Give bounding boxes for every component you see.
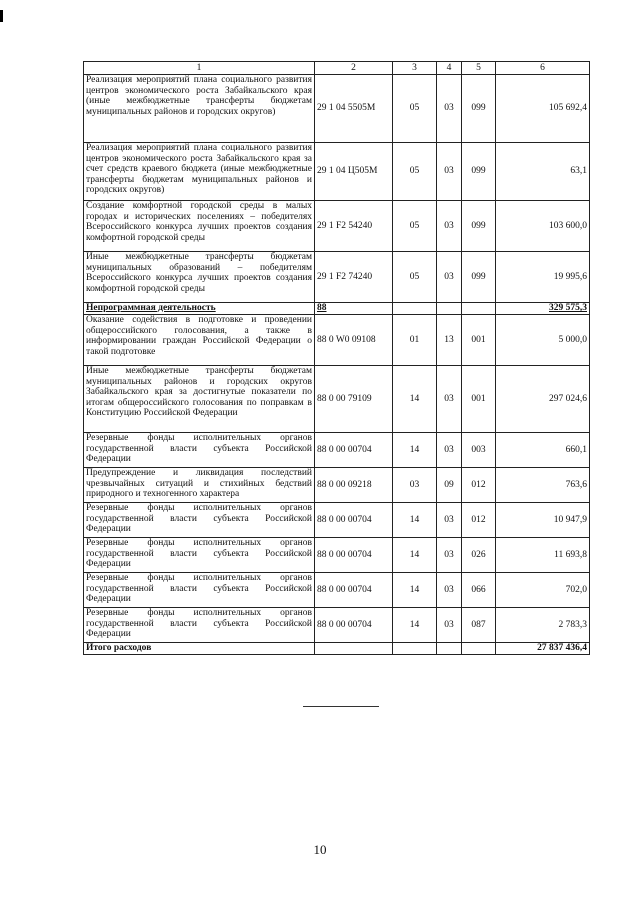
table-row (84, 252, 590, 303)
column-header: 2 (315, 62, 393, 75)
row-section: 14 (393, 433, 437, 468)
row-description: Резервные фонды исполнительных органов государственной власти субъекта Российской Федерации (84, 608, 315, 643)
row-vr: 087 (462, 608, 496, 643)
column-header: 1 (84, 62, 315, 75)
row-subsection: 03 (437, 503, 462, 538)
row-section: 05 (393, 143, 437, 201)
row-section: 14 (393, 366, 437, 433)
row-subsection: 03 (437, 433, 462, 468)
row-amount: 10 947,9 (496, 503, 590, 538)
row-description: Реализация мероприятий плана социального развития центров экономического роста Забайкальского края (иные межбюджетные трансферты бюджетам муниципальных районов и городских округов) (84, 75, 315, 143)
row-amount: 105 692,4 (496, 75, 590, 143)
row-vr: 012 (462, 503, 496, 538)
total-label: Итого расходов (84, 643, 315, 655)
row-code: 88 0 00 00704 (315, 503, 393, 538)
row-vr: 066 (462, 573, 496, 608)
row-amount: 5 000,0 (496, 315, 590, 366)
row-subsection: 03 (437, 143, 462, 201)
table-row (84, 538, 590, 573)
column-header: 4 (437, 62, 462, 75)
row-vr: 026 (462, 538, 496, 573)
table-body (84, 75, 590, 655)
table-row (84, 143, 590, 201)
row-amount: 63,1 (496, 143, 590, 201)
row-description: Непрограммная деятельность (84, 303, 315, 315)
row-section: 01 (393, 315, 437, 366)
row-vr: 012 (462, 468, 496, 503)
table-row (84, 503, 590, 538)
column-header: 3 (393, 62, 437, 75)
row-subsection: 03 (437, 201, 462, 252)
row-section: 05 (393, 252, 437, 303)
row-section: 03 (393, 468, 437, 503)
row-description: Резервные фонды исполнительных органов государственной власти субъекта Российской Федерации (84, 433, 315, 468)
total-row (84, 643, 590, 655)
row-subsection: 03 (437, 573, 462, 608)
row-code: 88 0 W0 09108 (315, 315, 393, 366)
row-section: 14 (393, 573, 437, 608)
row-subsection: 03 (437, 538, 462, 573)
budget-table (83, 61, 590, 655)
row-subsection: 03 (437, 608, 462, 643)
row-code: 88 0 00 00704 (315, 573, 393, 608)
row-section: 14 (393, 538, 437, 573)
row-vr: 099 (462, 143, 496, 201)
row-description: Реализация мероприятий плана социального развития центров экономического роста Забайкальского края за счет средств краевого бюджета (иные межбюджетные трансферты бюджетам муниципальных районов и городских округов) (84, 143, 315, 201)
row-amount: 19 995,6 (496, 252, 590, 303)
header-row (84, 62, 590, 75)
empty-cell (437, 643, 462, 655)
row-amount: 702,0 (496, 573, 590, 608)
empty-cell (315, 643, 393, 655)
row-code: 29 1 F2 54240 (315, 201, 393, 252)
row-amount: 297 024,6 (496, 366, 590, 433)
row-amount: 103 600,0 (496, 201, 590, 252)
row-description: Иные межбюджетные трансферты бюджетам муниципальных районов и городских округов Забайкальского края за достигнутые показатели по итогам общероссийского голосования по поправкам в Конституцию Российской Федерации (84, 366, 315, 433)
row-code: 88 0 00 00704 (315, 538, 393, 573)
row-subsection: 09 (437, 468, 462, 503)
row-subsection (437, 303, 462, 315)
row-code: 29 1 04 5505М (315, 75, 393, 143)
scan-edge-mark (0, 10, 3, 22)
table-row (84, 303, 590, 315)
table-row (84, 573, 590, 608)
row-description: Иные межбюджетные трансферты бюджетам муниципальных образований – победителям Всероссийского конкурса лучших проектов создания комфортной городской среды (84, 252, 315, 303)
row-vr: 099 (462, 75, 496, 143)
separator-line (303, 706, 379, 707)
row-code: 88 0 00 79109 (315, 366, 393, 433)
row-vr: 099 (462, 201, 496, 252)
empty-cell (462, 643, 496, 655)
row-amount: 763,6 (496, 468, 590, 503)
row-vr: 099 (462, 252, 496, 303)
row-subsection: 03 (437, 252, 462, 303)
row-code: 29 1 F2 74240 (315, 252, 393, 303)
column-header: 6 (496, 62, 590, 75)
table-row (84, 201, 590, 252)
row-amount: 660,1 (496, 433, 590, 468)
row-vr: 001 (462, 366, 496, 433)
row-amount: 2 783,3 (496, 608, 590, 643)
row-vr (462, 303, 496, 315)
row-section: 14 (393, 608, 437, 643)
row-amount: 329 575,3 (496, 303, 590, 315)
row-description: Резервные фонды исполнительных органов государственной власти субъекта Российской Федерации (84, 573, 315, 608)
table-row (84, 315, 590, 366)
table-row (84, 433, 590, 468)
table-row (84, 366, 590, 433)
row-code: 88 0 00 00704 (315, 608, 393, 643)
row-section: 05 (393, 201, 437, 252)
total-amount: 27 837 436,4 (496, 643, 590, 655)
row-code: 88 0 00 09218 (315, 468, 393, 503)
column-header: 5 (462, 62, 496, 75)
table-row (84, 608, 590, 643)
row-description: Резервные фонды исполнительных органов государственной власти субъекта Российской Федерации (84, 538, 315, 573)
table-row (84, 468, 590, 503)
row-vr: 001 (462, 315, 496, 366)
row-description: Предупреждение и ликвидация последствий чрезвычайных ситуаций и стихийных бедствий природного и техногенного характера (84, 468, 315, 503)
row-code: 88 (315, 303, 393, 315)
row-subsection: 03 (437, 75, 462, 143)
page-number: 10 (313, 842, 327, 857)
row-vr: 003 (462, 433, 496, 468)
row-section: 14 (393, 503, 437, 538)
row-description: Резервные фонды исполнительных органов государственной власти субъекта Российской Федерации (84, 503, 315, 538)
row-section (393, 303, 437, 315)
row-subsection: 03 (437, 366, 462, 433)
row-description: Создание комфортной городской среды в малых городах и исторических поселениях – победителях Всероссийского конкурса лучших проектов создания комфортной городской среды (84, 201, 315, 252)
row-subsection: 13 (437, 315, 462, 366)
row-code: 29 1 04 Ц505М (315, 143, 393, 201)
row-section: 05 (393, 75, 437, 143)
empty-cell (393, 643, 437, 655)
row-description: Оказание содействия в подготовке и проведении общероссийского голосования, а также в информировании граждан Российской Федерации о такой подготовке (84, 315, 315, 366)
row-code: 88 0 00 00704 (315, 433, 393, 468)
table-row (84, 75, 590, 143)
row-amount: 11 693,8 (496, 538, 590, 573)
